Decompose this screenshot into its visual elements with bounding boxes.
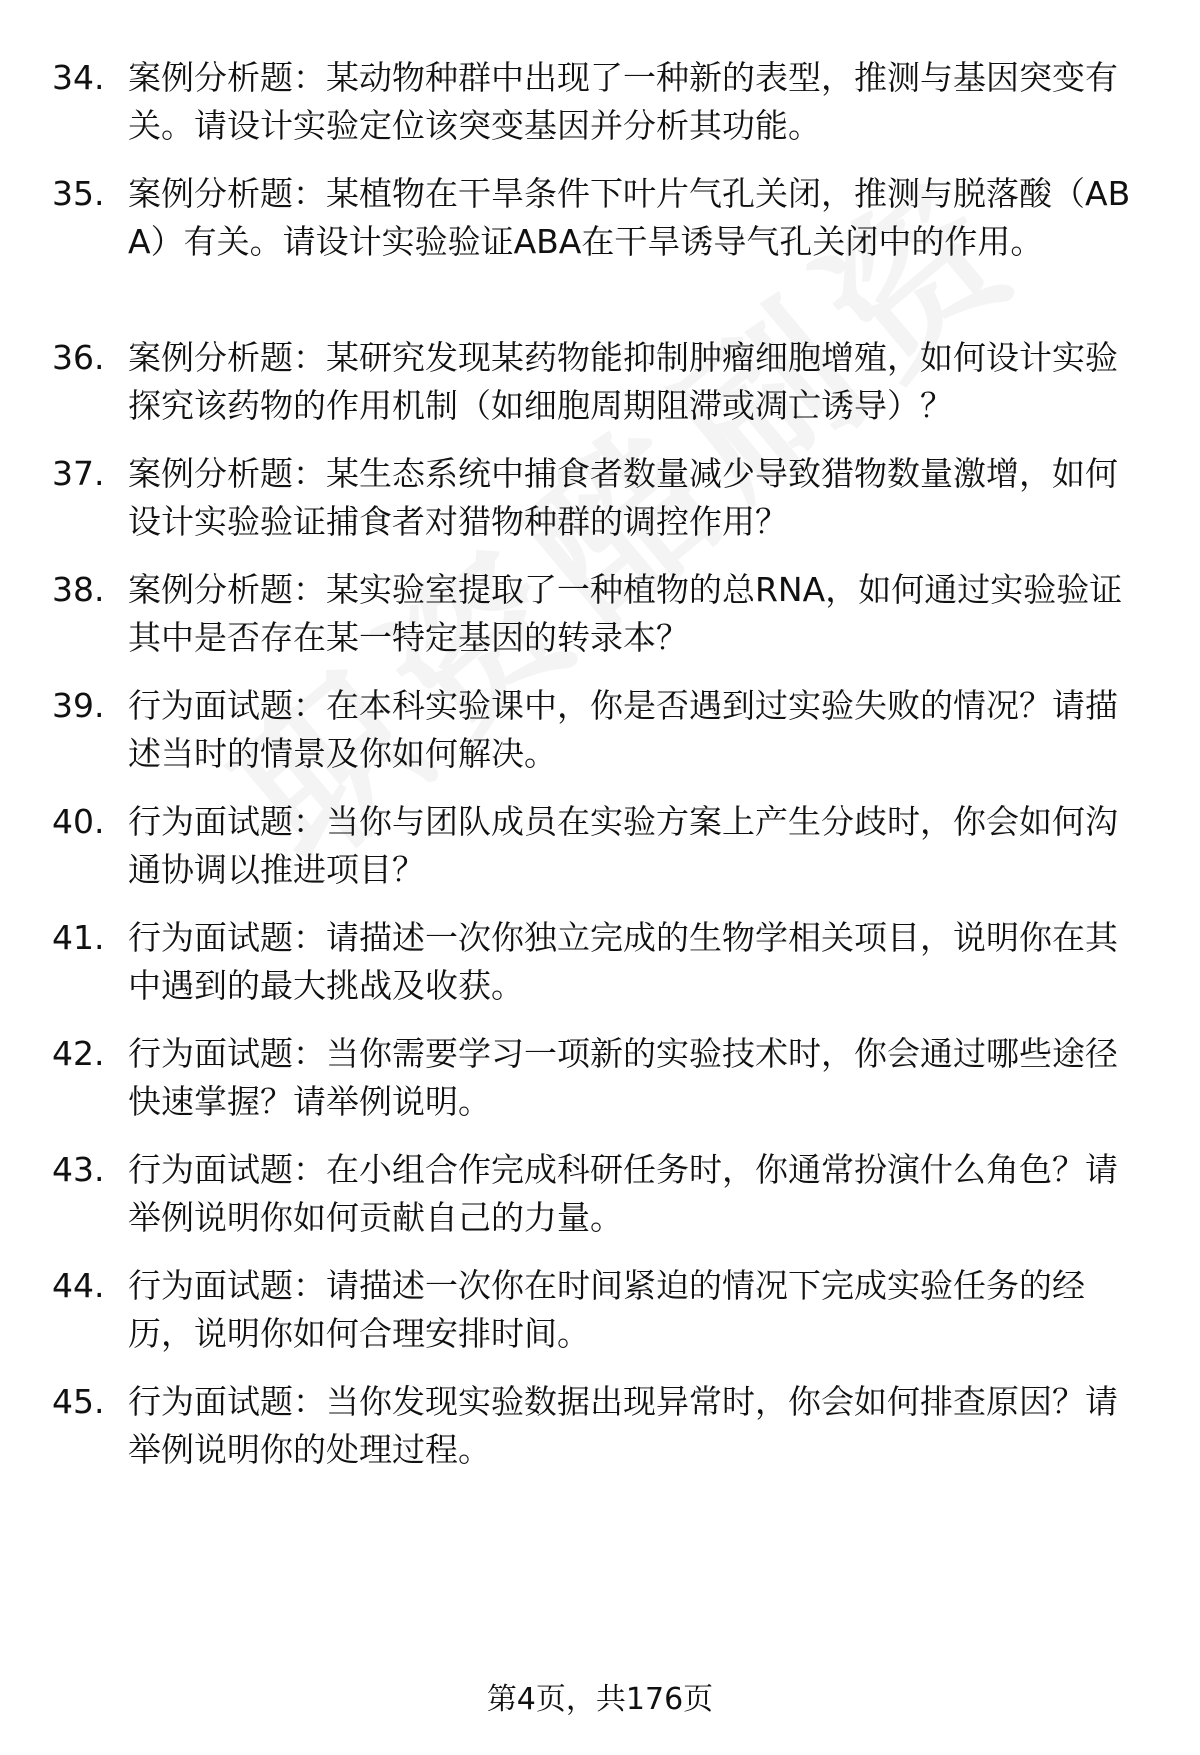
- question-text: 行为面试题：在小组合作完成科研任务时，你通常扮演什么角色？请举例说明你如何贡献自己的力量。: [128, 1150, 1118, 1237]
- question-text: 案例分析题：某研究发现某药物能抑制肿瘤细胞增殖，如何设计实验探究该药物的作用机制（如细胞周期阻滞或凋亡诱导）？: [128, 338, 1118, 425]
- question-text: 案例分析题：某动物种群中出现了一种新的表型，推测与基因突变有关。请设计实验定位该突变基因并分析其功能。: [128, 58, 1118, 145]
- question-number: 38.: [52, 570, 105, 609]
- question-number: 34.: [52, 58, 105, 97]
- question-number: 43.: [52, 1150, 105, 1189]
- question-number: 37.: [52, 454, 105, 493]
- question-number: 36.: [52, 338, 105, 377]
- question-text: 行为面试题：请描述一次你独立完成的生物学相关项目，说明你在其中遇到的最大挑战及收获。: [128, 918, 1118, 1005]
- question-number: 45.: [52, 1382, 105, 1421]
- question-text: 案例分析题：某实验室提取了一种植物的总RNA，如何通过实验验证其中是否存在某一特定基因的转录本？: [128, 570, 1123, 657]
- question-text: 行为面试题：当你需要学习一项新的实验技术时，你会通过哪些途径快速掌握？请举例说明。: [128, 1034, 1118, 1121]
- question-number: 44.: [52, 1266, 105, 1305]
- question-text: 案例分析题：某生态系统中捕食者数量减少导致猎物数量激增，如何设计实验验证捕食者对猎物种群的调控作用？: [128, 454, 1118, 541]
- question-text: 行为面试题：请描述一次你在时间紧迫的情况下完成实验任务的经历，说明你如何合理安排时间。: [128, 1266, 1085, 1353]
- question-text: 案例分析题：某植物在干旱条件下叶片气孔关闭，推测与脱落酸（ABA）有关。请设计实验验证ABA在干旱诱导气孔关闭中的作用。: [128, 174, 1131, 261]
- question-number: 42.: [52, 1034, 105, 1073]
- page-number: 第4页，共176页: [486, 1682, 714, 1717]
- question-number: 41.: [52, 918, 105, 957]
- question-number: 40.: [52, 802, 105, 841]
- question-text: 行为面试题：在本科实验课中，你是否遇到过实验失败的情况？请描述当时的情景及你如何解决。: [128, 686, 1118, 773]
- question-text: 行为面试题：当你发现实验数据出现异常时，你会如何排查原因？请举例说明你的处理过程。: [128, 1382, 1118, 1469]
- question-number: 35.: [52, 174, 105, 213]
- question-text: 行为面试题：当你与团队成员在实验方案上产生分歧时，你会如何沟通协调以推进项目？: [128, 802, 1118, 889]
- question-number: 39.: [52, 686, 105, 725]
